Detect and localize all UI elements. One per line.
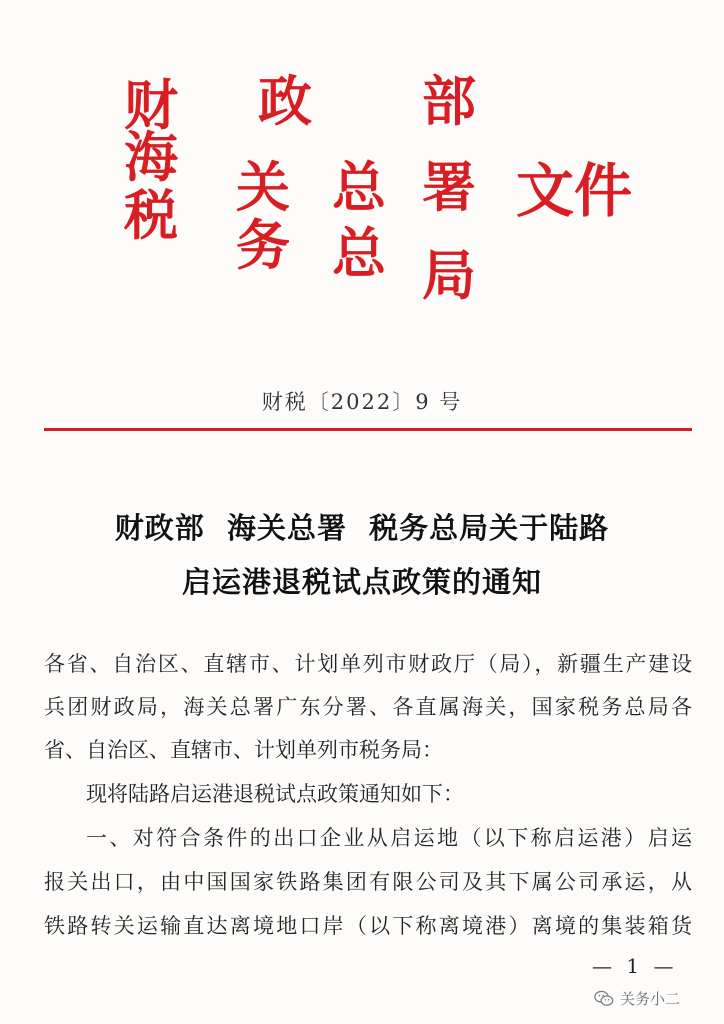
watermark — [594, 988, 680, 1009]
masthead-char-ju: 局 — [422, 243, 476, 307]
masthead-char-shu: 署 — [422, 155, 476, 219]
masthead-char-zong-2: 总 — [332, 221, 386, 285]
title-line-1: 财政部 海关总署 税务总局关于陆路 — [114, 511, 610, 545]
masthead-char-zong-1: 总 — [332, 155, 386, 219]
item1-line-2: 报关出口，由中国国家铁路集团有限公司及其下属公司承运，从 — [44, 870, 692, 894]
masthead-char-zheng: 政 — [258, 69, 312, 133]
masthead-char-guan: 关 — [236, 155, 290, 219]
masthead-suffix: 文件 — [516, 157, 633, 225]
recipients-line-3: 省、自治区、直辖市、计划单列市税务局： — [44, 738, 443, 762]
masthead-char-hai: 海 — [124, 125, 178, 189]
masthead-char-wu: 务 — [236, 213, 290, 277]
page-number: — 1 — — [592, 954, 678, 978]
item1-line-1: 一、对符合条件的出口企业从启运地（以下称启运港）启运 — [86, 826, 692, 850]
recipients-line-1: 各省、自治区、直辖市、计划单列市财政厅（局），新疆生产建设 — [44, 652, 692, 676]
recipients-line-2: 兵团财政局，海关总署广东分署、各直属海关，国家税务总局各 — [44, 695, 692, 719]
title-line-2: 启运港退税试点政策的通知 — [181, 565, 542, 599]
masthead-char-bu: 部 — [422, 69, 476, 133]
masthead-char-cai: 财 — [124, 73, 178, 137]
watermark-text: 关务小二 — [620, 990, 681, 1008]
document-number: 财税〔2022〕9 号 — [261, 390, 463, 414]
item1-line-3: 铁路转关运输直达离境地口岸（以下称离境港）离境的集装箱货 — [44, 914, 692, 938]
intro-paragraph: 现将陆路启运港退税试点政策通知如下： — [86, 782, 464, 806]
red-separator — [44, 428, 692, 431]
masthead-char-shui: 税 — [124, 183, 178, 247]
wechat-icon — [594, 990, 614, 1007]
